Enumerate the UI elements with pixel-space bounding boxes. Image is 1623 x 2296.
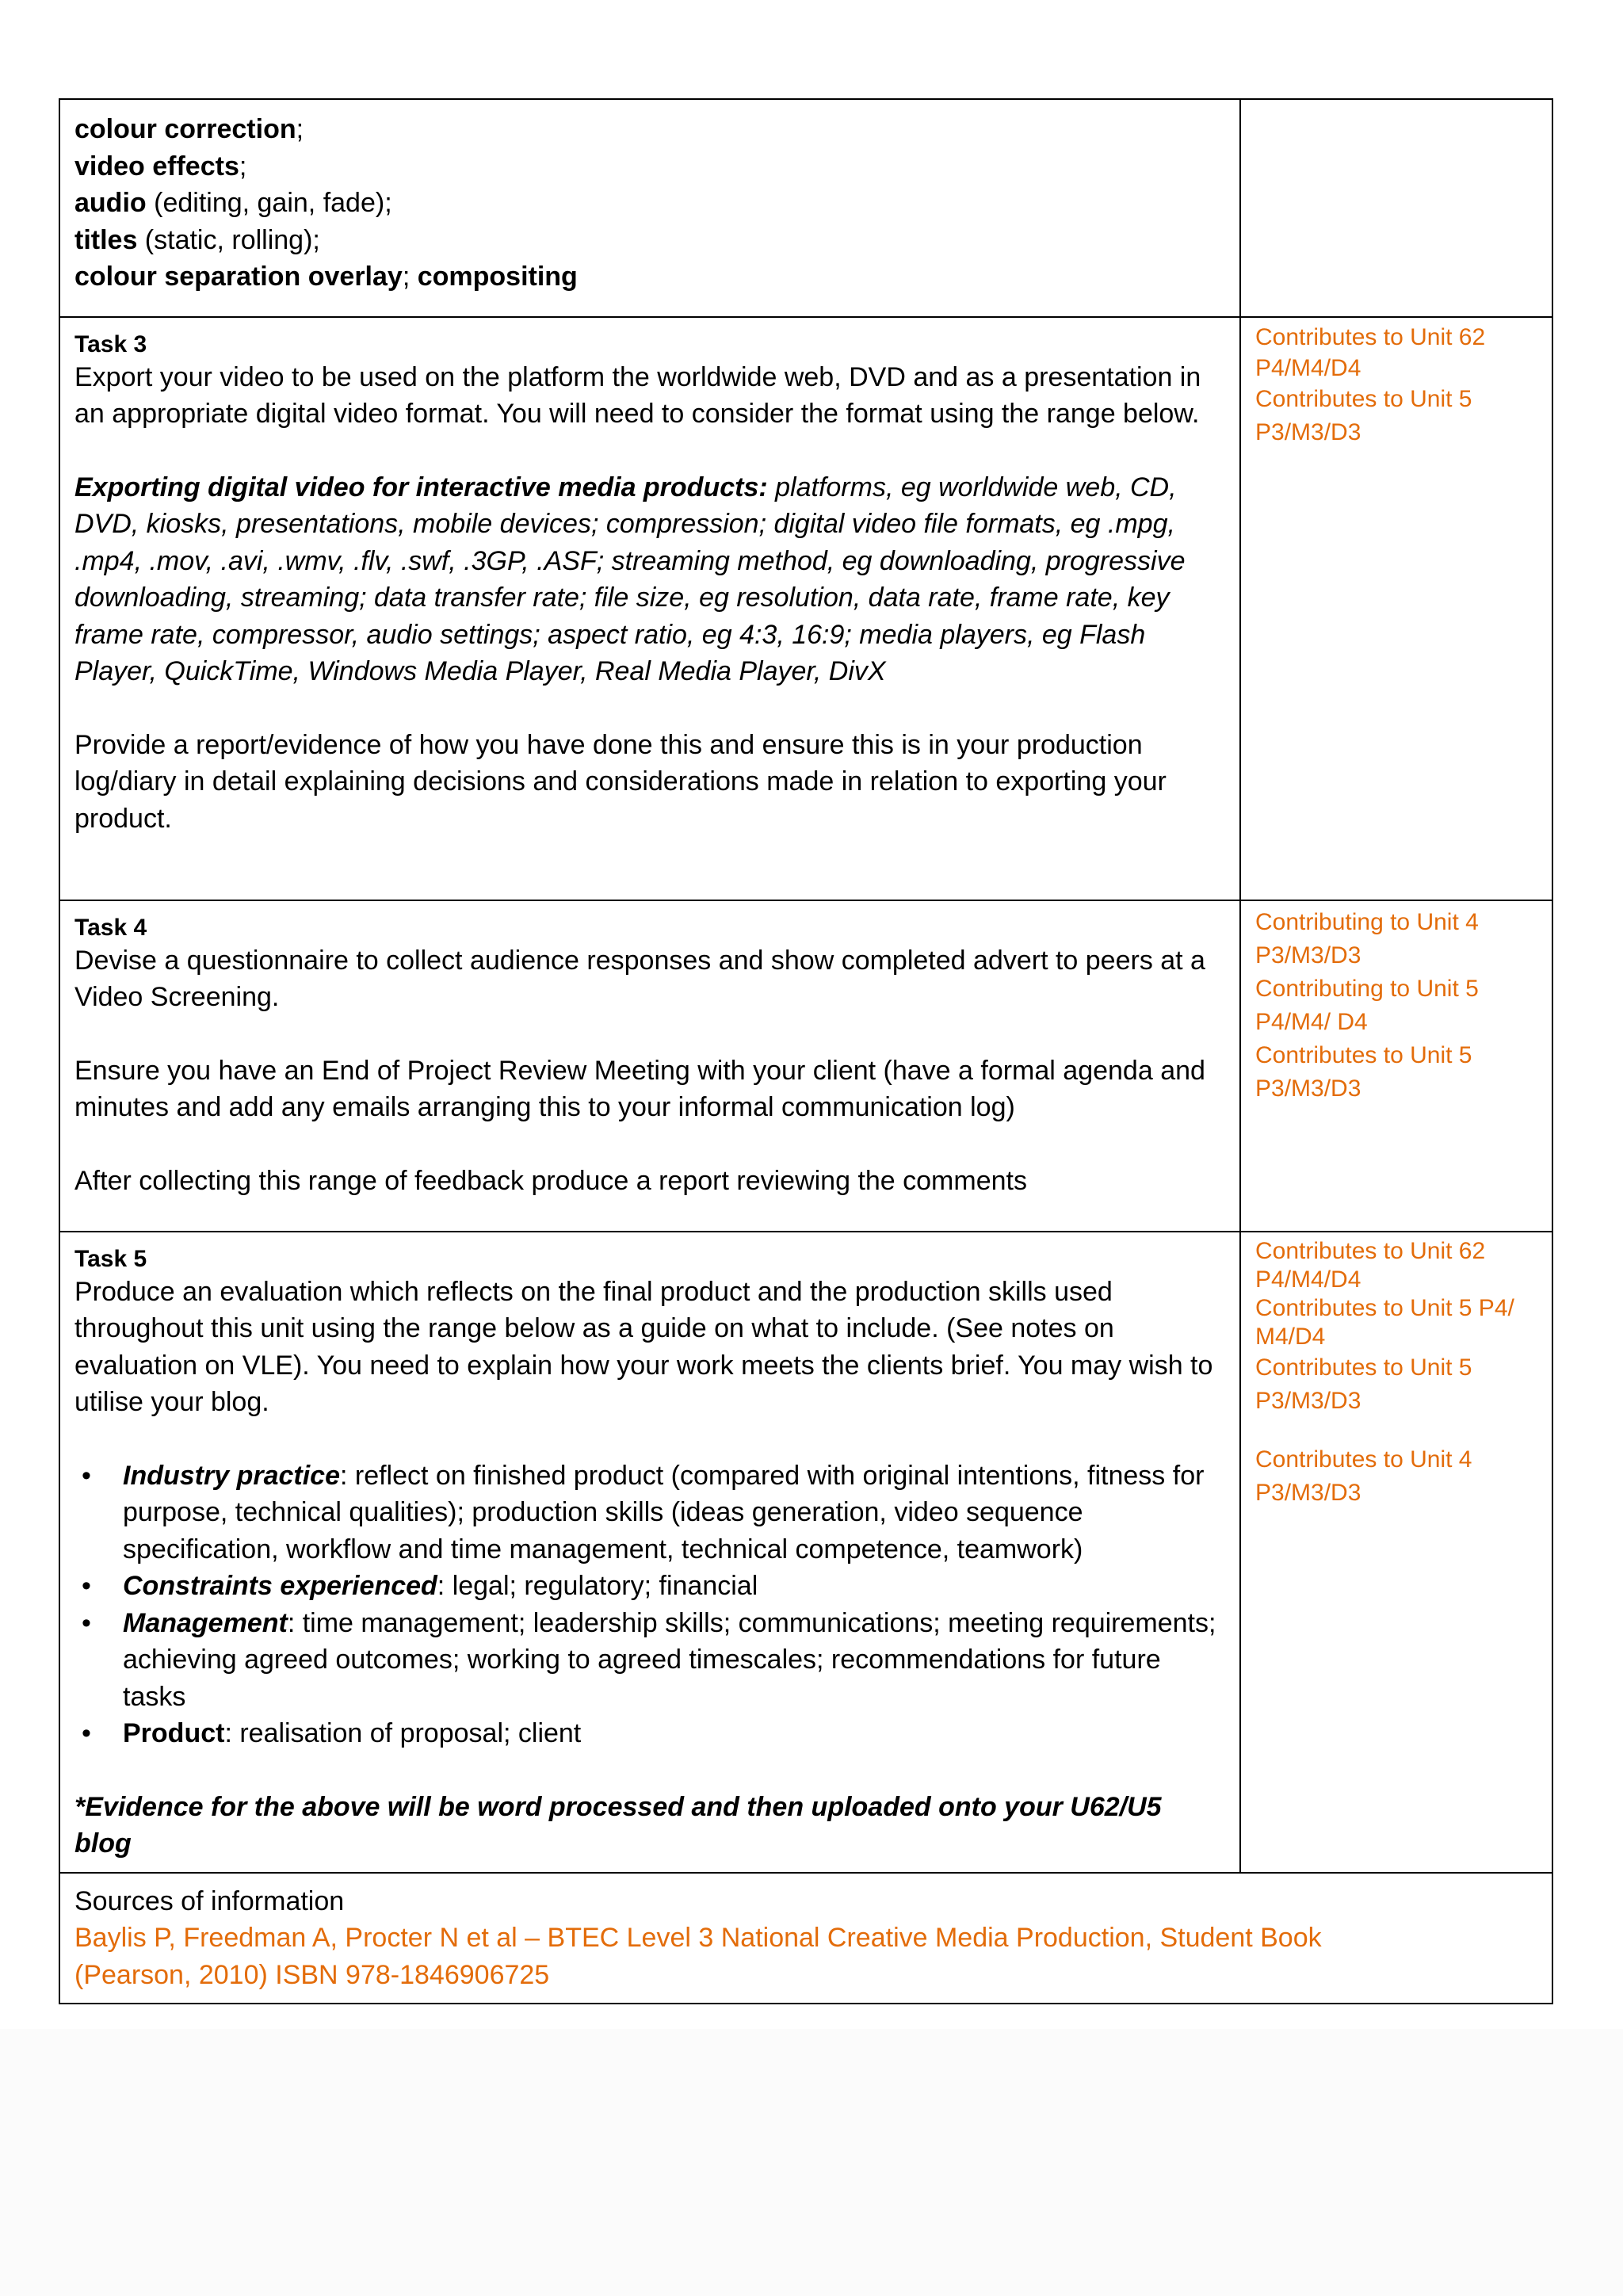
- bullet-icon: •: [82, 1571, 91, 1601]
- bullet-heading: Product: [123, 1718, 225, 1748]
- technique-text: video effects: [74, 151, 239, 181]
- task-5-ref-unit-4-criteria: P3/M3/D3: [1255, 1479, 1361, 1506]
- task-3-ref-unit-5-criteria: P3/M3/D3: [1255, 418, 1361, 445]
- task-4-ref: Contributes to Unit 5: [1255, 1041, 1472, 1068]
- task-3-title: Task 3: [74, 330, 147, 357]
- technique-text: ;: [239, 151, 247, 181]
- task-5-ref-unit-5-p4-criteria: M4/D4: [1255, 1323, 1326, 1350]
- bullet-text: : realisation of proposal; client: [224, 1718, 582, 1748]
- task-4-ref: Contributing to Unit 4: [1255, 908, 1479, 935]
- technique-text: colour separation overlay: [74, 262, 403, 292]
- technique-text: (editing, gain, fade);: [146, 188, 392, 218]
- row-task-3: [59, 317, 1552, 900]
- editing-technique-line: [74, 222, 1225, 259]
- task-3-ref-unit-5: Contributes to Unit 5: [1255, 385, 1472, 412]
- technique-text: compositing: [417, 262, 578, 292]
- task-3-range-text: platforms, eg worldwide web, CD, DVD, kiosks, presentations, mobile devices; compression; digital video file formats, eg .mpg, .mp4, .mov, .avi, .wmv, .flv, .swf, .3GP, .ASF; streaming method, eg downloading, progressive downloading, streaming; data transfer rate; file size, eg resolution, data rate, frame rate, key frame rate, compressor, audio settings; aspect ratio, eg 4:3, 16:9; media players, eg Flash Player, QuickTime, Windows Media Player, Real Media Player, DivX: [74, 472, 1186, 686]
- editing-techniques-cell: [59, 99, 1240, 317]
- task-3-report: Provide a report/evidence of how you have done this and ensure this is in your production log/diary in detail explaining decisions and considerations made in relation to exporting your product.: [74, 729, 1167, 834]
- editing-technique-line: [74, 258, 1225, 296]
- list-item: [74, 1457, 1225, 1568]
- task-3-range: [74, 469, 1225, 690]
- bullet-text: : reflect on finished product (compared with original intentions, fitness for purpose, technical qualities); production skills (ideas generation, video sequence specification, workflow and time management, technical competence, teamwork): [123, 1460, 1205, 1564]
- editing-techniques-list: [74, 111, 1225, 296]
- bullet-heading: Constraints experienced: [123, 1571, 437, 1601]
- task-5-ref-unit-4: Contributes to Unit 4: [1255, 1446, 1472, 1473]
- editing-technique-line: [74, 185, 1225, 222]
- page-background-shade: [0, 2029, 1623, 2296]
- sources-label: Sources of information: [74, 1885, 345, 1916]
- task-5-ref-unit-5-criteria: P3/M3/D3: [1255, 1387, 1361, 1414]
- task-5-ref-unit-5: Contributes to Unit 5: [1255, 1354, 1472, 1381]
- list-item: [74, 1568, 1225, 1605]
- task-3-intro: Export your video to be used on the platform the worldwide web, DVD and as a presentation in an appropriate digital video format. You will need to consider the format using the range below.: [74, 361, 1201, 429]
- technique-text: ;: [296, 114, 304, 144]
- row-sources: [59, 1873, 1552, 2004]
- bullet-text: : legal; regulatory; financial: [437, 1571, 758, 1601]
- technique-text: titles: [74, 224, 138, 255]
- editing-techniques-refs-cell: [1240, 99, 1552, 317]
- task-5-ref-unit-5-p4: Contributes to Unit 5 P4/: [1255, 1294, 1514, 1321]
- task-4-review-meeting: Ensure you have an End of Project Review Meeting with your client (have a formal agenda and minutes and add any emails arranging this to your informal communication log): [74, 1055, 1205, 1122]
- row-editing-techniques: [59, 99, 1552, 317]
- editing-technique-line: [74, 148, 1225, 185]
- task-3-range-heading: Exporting digital video for interactive media products:: [74, 472, 768, 502]
- task-5-title: Task 5: [74, 1245, 147, 1272]
- assignment-table: [59, 98, 1553, 2004]
- task-5-bullet-list: [74, 1457, 1225, 1752]
- task-3-ref-unit-62: Contributes to Unit 62: [1255, 323, 1486, 350]
- bullet-heading: Industry practice: [123, 1460, 340, 1491]
- editing-technique-line: [74, 111, 1225, 148]
- task-4-ref: Contributing to Unit 5: [1255, 975, 1479, 1002]
- task-5-evidence-note: *Evidence for the above will be word processed and then uploaded onto your U62/U5 blog: [74, 1791, 1162, 1859]
- task-3-cell: [59, 317, 1240, 900]
- list-item: [74, 1605, 1225, 1716]
- task-5-ref-unit-62: Contributes to Unit 62: [1255, 1237, 1486, 1264]
- technique-text: audio: [74, 188, 147, 218]
- row-task-4: [59, 900, 1552, 1232]
- bullet-icon: •: [82, 1460, 91, 1491]
- task-3-ref-unit-62-criteria: P4/M4/D4: [1255, 354, 1361, 381]
- list-item: [74, 1715, 1225, 1752]
- bullet-text: : time management; leadership skills; communications; meeting requirements; achieving agreed outcomes; working to agreed timescales; recommendations for future tasks: [123, 1607, 1216, 1712]
- task-5-refs-cell: [1240, 1232, 1552, 1873]
- task-5-cell: [59, 1232, 1240, 1873]
- task-4-refs-cell: [1240, 900, 1552, 1232]
- bullet-heading: Management: [123, 1607, 288, 1638]
- sources-reference-line-2: (Pearson, 2010) ISBN 978-1846906725: [74, 1959, 550, 1990]
- task-4-ref: P4/M4/ D4: [1255, 1008, 1368, 1035]
- task-4-cell: [59, 900, 1240, 1232]
- task-4-title: Task 4: [74, 914, 147, 941]
- sources-reference-line-1: Baylis P, Freedman A, Procter N et al – BTEC Level 3 National Creative Media Production, Student Book: [74, 1923, 1322, 1953]
- technique-text: ;: [402, 262, 418, 292]
- technique-text: colour correction: [74, 114, 296, 144]
- task-4-questionnaire: Devise a questionnaire to collect audience responses and show completed advert to peers at a Video Screening.: [74, 945, 1205, 1012]
- technique-text: (static, rolling);: [137, 224, 320, 255]
- task-5-ref-unit-62-criteria: P4/M4/D4: [1255, 1266, 1361, 1293]
- task-4-ref: P3/M3/D3: [1255, 1075, 1361, 1102]
- task-4-feedback-report: After collecting this range of feedback produce a report reviewing the comments: [74, 1165, 1027, 1196]
- bullet-icon: •: [82, 1607, 91, 1638]
- bullet-icon: •: [82, 1718, 91, 1748]
- task-4-ref: P3/M3/D3: [1255, 942, 1361, 968]
- task-3-refs-cell: [1240, 317, 1552, 900]
- row-task-5: [59, 1232, 1552, 1873]
- task-5-intro: Produce an evaluation which reflects on the final product and the production skills used throughout this unit using the range below as a guide on what to include. (See notes on evaluation on VLE). You need to explain how your work meets the clients brief. You may wish to utilise your blog.: [74, 1276, 1213, 1417]
- sources-cell: [59, 1873, 1552, 2004]
